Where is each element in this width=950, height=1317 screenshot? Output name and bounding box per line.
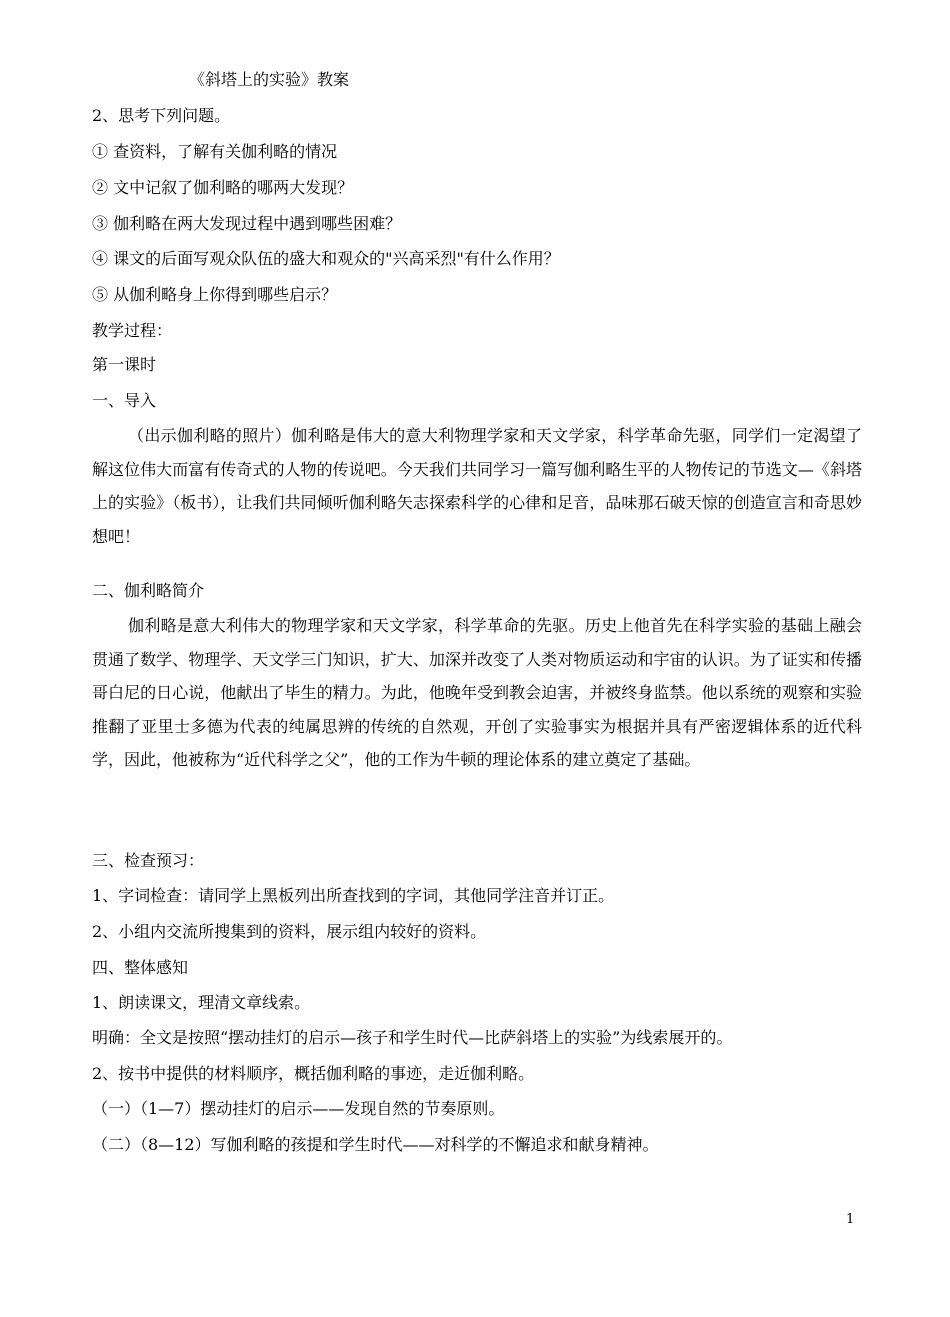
text-line: ④ 课文的后面写观众队伍的盛大和观众的"兴高采烈"有什么作用？ (92, 249, 560, 268)
section-heading: 三、检查预习： (92, 851, 205, 870)
text-line: 1、朗读课文，理清文章线索。 (92, 993, 311, 1012)
text-line: 明确：全文是按照“摆动挂灯的启示—孩子和学生时代—比萨斜塔上的实验”为线索展开的。 (92, 1028, 733, 1047)
document-title: 《斜塔上的实验》教案 (189, 70, 350, 89)
text-line: 2、小组内交流所搜集到的资料，展示组内较好的资料。 (92, 922, 487, 941)
text-line: 2、思考下列问题。 (92, 106, 231, 125)
section-heading: 一、导入 (92, 391, 157, 410)
text-line: ① 查资料，了解有关伽利略的情况 (92, 142, 338, 161)
text-line: （二）（8—12）写伽利略的孩提和学生时代——对科学的不懈追求和献身精神。 (92, 1135, 659, 1154)
text-line: 1、字词检查：请同学上黑板列出所查找到的字词，其他同学注音并订正。 (92, 886, 615, 905)
text-line: 2、按书中提供的材料顺序，概括伽利略的事迹，走近伽利略。 (92, 1064, 535, 1083)
section-heading: 二、伽利略简介 (92, 581, 205, 600)
section-label: 第一课时 (92, 355, 157, 374)
page-number: 1 (846, 1212, 855, 1227)
section-label: 教学过程： (92, 321, 173, 340)
text-line: ③ 伽利略在两大发现过程中遇到哪些困难？ (92, 214, 402, 233)
intro-paragraph: （出示伽利略的照片）伽利略是伟大的意大利物理学家和天文学家，科学革命先驱，同学们一定渴望了解这位伟大而富有传奇式的人物的传说吧。今天我们共同学习一篇写伽利略生平的人物传记的节选文—《斜塔上的实验》（板书），让我们共同倾听伽利略矢志探索科学的心律和足音，品味那石破天惊的创造宣言和奇思妙想吧！ (92, 426, 862, 546)
bio-paragraph: 伽利略是意大利伟大的物理学家和天文学家，科学革命的先驱。历史上他首先在科学实验的基础上融会贯通了数学、物理学、天文学三门知识，扩大、加深并改变了人类对物质运动和宇宙的认识。为了证实和传播哥白尼的日心说，他献出了毕生的精力。为此，他晚年受到教会迫害，并被终身监禁。他以系统的观察和实验推翻了亚里士多德为代表的纯属思辨的传统的自然观，开创了实验事实为根据并具有严密逻辑体系的近代科学，因此，他被称为“近代科学之父”，他的工作为牛顿的理论体系的建立奠定了基础。 (92, 616, 862, 770)
section-heading: 四、整体感知 (92, 958, 189, 977)
text-line: ⑤ 从伽利略身上你得到哪些启示？ (92, 285, 338, 304)
text-line: （一）（1—7）摆动挂灯的启示——发现自然的节奏原则。 (92, 1099, 505, 1118)
text-line: ② 文中记叙了伽利略的哪两大发现？ (92, 178, 354, 197)
